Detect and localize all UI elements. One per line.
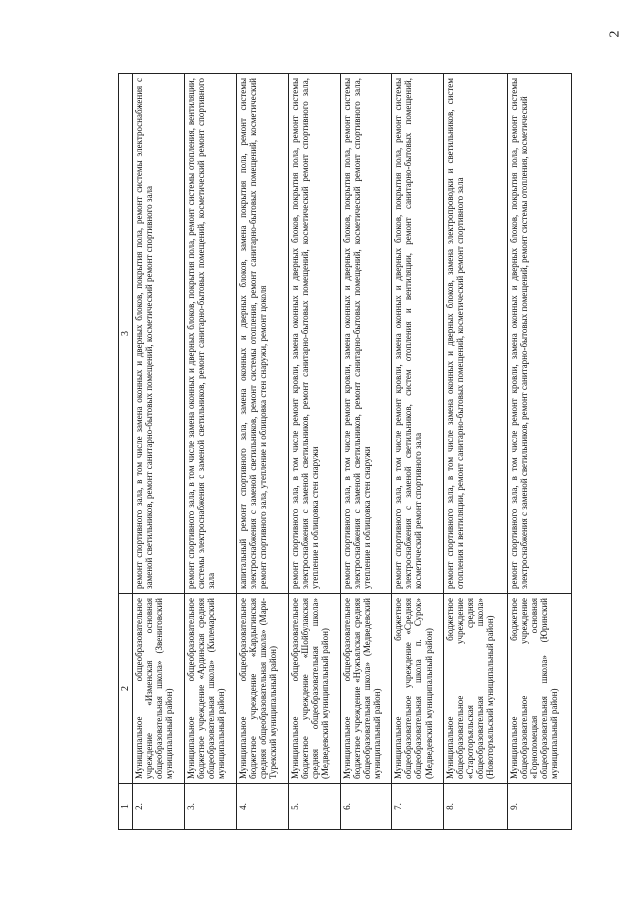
works-description: ремонт спортивного зала, в том числе ремонт кровли, замена оконных и дверных блоков, покрытия пола, ремонт системы электроснабжения с заменой светильников, ремонт санитарно-бытовых помещений, ремонт системы отопления, косметический xyxy=(508,74,572,594)
table-row xyxy=(392,74,444,830)
header-col-3: 3 xyxy=(119,74,133,594)
rotated-table-container xyxy=(118,74,572,830)
header-col-1: 1 xyxy=(119,784,133,830)
table-row xyxy=(185,74,237,830)
works-description: ремонт спортивного зала, в том числе ремонт кровли, замена оконных и дверных блоков, покрытия пола, ремонт системы электроснабжения с заменой светильников, ремонт санитарно-бытовых помещений, косметический ремонт спортивного зала, утепление и облицовка стен снаружи xyxy=(340,74,392,594)
works-description: капитальный ремонт спортивного зала, замена оконных и дверных блоков, замена покрытия пола, ремонт системы электроснабжения с заменой светильников, ремонт системы отопления, ремонт санитарно-бытовых помещений, косметический ремонт спортивного зала, утепление и облицовка стен снаружи, ремонт цоколя xyxy=(236,74,288,594)
row-number: 8. xyxy=(444,784,508,830)
institution-name: Муниципальное бюджетное общеобразовательное учреждение «Горнопомецкая основная общеобразовательная школа» (Юринский муниципальный район) xyxy=(508,594,572,784)
row-number: 4. xyxy=(236,784,288,830)
works-description: ремонт спортивного зала, в том числе ремонт кровли, замена оконных и дверных блоков, покрытия пола, ремонт системы электроснабжения с заменой светильников, ремонт санитарно-бытовых помещений, косметический ремонт спортивного зала, утепление и облицовка стен снаружи xyxy=(288,74,340,594)
row-number: 3. xyxy=(185,784,237,830)
row-number: 5. xyxy=(288,784,340,830)
row-number: 7. xyxy=(392,784,444,830)
header-col-2: 2 xyxy=(119,594,133,784)
institution-name: Муниципальное общеобразовательное бюджетное учреждение «Нужъялская средняя общеобразовательная школа» (Медведевский муниципальный район) xyxy=(340,594,392,784)
row-number: 6. xyxy=(340,784,392,830)
row-number: 9. xyxy=(508,784,572,830)
institution-name: Муниципальное бюджетное общеобразовательное учреждение «Староторъяльская средняя общеобразовательная школа» (Новоторъяльский муниципальный район) xyxy=(444,594,508,784)
works-description: ремонт спортивного зала, в том числе замена оконных и дверных блоков, покрытия пола, ремонт системы отопления, вентиляции, системы электроснабжения с заменой светильников, ремонт санитарно-бытовых помещений, косметический ремонт спортивного зала xyxy=(185,74,237,594)
works-description: ремонт спортивного зала, в том числе ремонт кровли, замена оконных и дверных блоков, покрытия пола, ремонт системы электроснабжения с заменой светильников, систем отопления и вентиляции, ремонт санитарно-бытовых помещений, косметический ремонт спортивного зала xyxy=(392,74,444,594)
table-row xyxy=(288,74,340,830)
works-table xyxy=(118,73,572,830)
table-row xyxy=(508,74,572,830)
institution-name: Муниципальное бюджетное общеобразовательное учреждение «Средняя общеобразовательная школа п. Сурок» (Медведевский муниципальный район) xyxy=(392,594,444,784)
institution-name: Муниципальное общеобразовательное бюджетное учреждение «Шойбулакская средняя общеобразовательная школа» (Медведевский муниципальный район) xyxy=(288,594,340,784)
row-number: 2. xyxy=(133,784,185,830)
table-row xyxy=(340,74,392,830)
institution-name: Муниципальное общеобразовательное бюджетное учреждение «Ардинская средняя общеобразовательная школа» (Килемарский муниципальный район) xyxy=(185,594,237,784)
table-row xyxy=(133,74,185,830)
institution-name: Муниципальное общеобразовательное бюджетное учреждение «Кардыгинская средняя общеобразовательная школа» (Мари-Турекский муниципальный район) xyxy=(236,594,288,784)
works-description: ремонт спортивного зала, в том числе замена оконных и дверных блоков, замена электропроводки и светильников, систем отопления и вентиляции, ремонт санитарно-бытовых помещений, косметический ремонт спортивного зала xyxy=(444,74,508,594)
table-row xyxy=(444,74,508,830)
table-header-row xyxy=(119,74,133,830)
page-number: 2 xyxy=(607,30,623,38)
works-description: ремонт спортивного зала, в том числе замена оконных и дверных блоков, покрытия пола, ремонт системы электроснабжения с заменой светильников, ремонт санитарно-бытовых помещений, косметический ремонт спортивного зала xyxy=(133,74,185,594)
institution-name: Муниципальное общеобразовательное учреждение «Изменская основная общеобразовательная школа» (Звениговский муниципальный район) xyxy=(133,594,185,784)
table-row xyxy=(236,74,288,830)
